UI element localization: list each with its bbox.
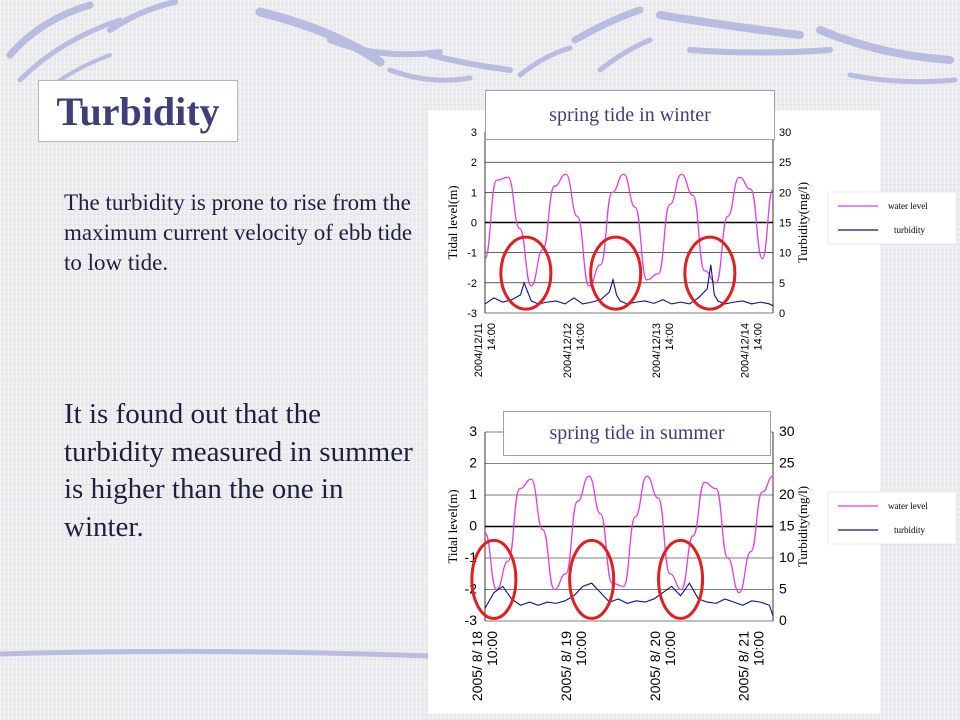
y2-tick-label: 30 [779, 423, 795, 439]
y-axis-label-group [445, 489, 460, 563]
chart-title-winter-text: spring tide in winter [549, 103, 711, 126]
y2-tick-label: 20 [779, 486, 795, 502]
chart-title-summer-text: spring tide in summer [549, 422, 725, 444]
x-tick-time: 10:00 [572, 631, 589, 667]
y2-tick-label: 20 [779, 187, 792, 200]
x-tick-label [562, 323, 587, 378]
y-tick-label: 2 [469, 454, 477, 471]
x-tick-date: 2004/12/11 [473, 323, 485, 378]
y-tick-label: -3 [467, 308, 477, 320]
highlight-circle [472, 540, 516, 618]
decorative-footer-stroke [0, 640, 430, 670]
x-tick-label [558, 631, 589, 701]
x-tick-time: 10:00 [661, 631, 678, 667]
x-tick-time: 14:00 [752, 323, 765, 351]
y-tick-label: 3 [470, 127, 477, 139]
series-turbidity-line [485, 583, 773, 616]
legend-turbidity-label: turbidity [894, 225, 925, 235]
highlight-circle [659, 540, 703, 618]
y2-tick-label: 0 [779, 612, 787, 628]
y2-tick-label: 5 [779, 277, 786, 290]
x-tick-date: 2005/ 8/ 19 [557, 631, 574, 702]
y2-tick-label: 5 [779, 580, 787, 597]
x-tick-time: 14:00 [574, 323, 587, 351]
y-tick-label: 2 [470, 157, 477, 170]
y2-tick-label: 15 [779, 217, 792, 230]
legend-turbidity-label: turbidity [894, 525, 925, 535]
paragraph-summer-vs-winter: It is found out that the turbidity measured in summer is higher than the one in winter. [64, 398, 413, 543]
slide-title: Turbidity [56, 88, 220, 134]
y2-tick-label: 0 [779, 308, 786, 320]
y-tick-label: 1 [470, 187, 477, 200]
y-axis-label: Tidal level(m) [445, 185, 460, 260]
x-tick-time: 14:00 [663, 323, 676, 351]
paragraph-turbidity-rise: The turbidity is prone to rise from the maximum current velocity of ebb tide to low tide. [64, 190, 413, 275]
x-tick-time: 14:00 [486, 323, 498, 351]
y-tick-label: 1 [469, 486, 477, 502]
x-tick-date: 2004/12/13 [650, 323, 663, 379]
y-tick-label: -1 [467, 247, 477, 260]
highlight-circle [570, 540, 614, 618]
y2-axis-label: Turbidity(mg/l) [795, 181, 810, 264]
y-tick-label: 0 [469, 517, 477, 534]
legend [828, 192, 956, 244]
chart-title-summer [503, 411, 771, 456]
x-tick-time: 10:00 [484, 631, 500, 667]
series-turbidity-line [485, 265, 773, 306]
y2-tick-label: 30 [779, 127, 792, 139]
x-tick-date: 2005/ 8/ 20 [646, 631, 663, 702]
series-water-level-line [485, 174, 773, 286]
y2-tick-label: 15 [779, 517, 795, 534]
x-tick-label [647, 631, 678, 701]
y-tick-label: -2 [464, 580, 477, 597]
y2-axis-label-group [795, 486, 810, 567]
y2-axis-label-group [795, 182, 810, 263]
x-tick-label [469, 631, 500, 701]
x-tick-date: 2004/12/12 [561, 323, 574, 379]
x-tick-date: 2004/12/14 [739, 323, 752, 379]
x-tick-date: 2005/ 8/ 21 [735, 631, 752, 702]
x-tick-label [473, 323, 498, 377]
chart-winter [428, 110, 928, 410]
series-water-level-line [485, 476, 773, 593]
y-axis-label: Tidal level(m) [445, 489, 460, 564]
y-tick-label: -1 [464, 549, 477, 565]
y-tick-label: 0 [470, 217, 477, 230]
y2-tick-label: 25 [779, 157, 792, 170]
highlight-circle [591, 237, 641, 309]
y-tick-label: 3 [469, 423, 477, 439]
y2-tick-label: 25 [779, 454, 795, 471]
y2-axis-label: Turbidity(mg/l) [795, 485, 810, 568]
x-tick-label [740, 323, 765, 378]
x-tick-label [651, 323, 676, 378]
legend-box [828, 492, 956, 544]
x-tick-label [736, 631, 767, 701]
legend-box [828, 192, 956, 244]
y-tick-label: -3 [464, 612, 477, 628]
chart-title-winter [485, 90, 775, 140]
x-tick-time: 10:00 [750, 631, 767, 667]
legend-water-level-label: water level [888, 201, 928, 211]
y-tick-label: -2 [467, 277, 477, 290]
legend [828, 492, 956, 544]
x-tick-date: 2005/ 8/ 18 [469, 631, 485, 702]
y2-tick-label: 10 [779, 247, 792, 260]
slide-title-box [38, 80, 238, 142]
legend-water-level-label: water level [888, 501, 928, 511]
y-axis-label-group [445, 185, 460, 259]
y2-tick-label: 10 [779, 549, 795, 565]
highlight-circle [501, 237, 551, 309]
